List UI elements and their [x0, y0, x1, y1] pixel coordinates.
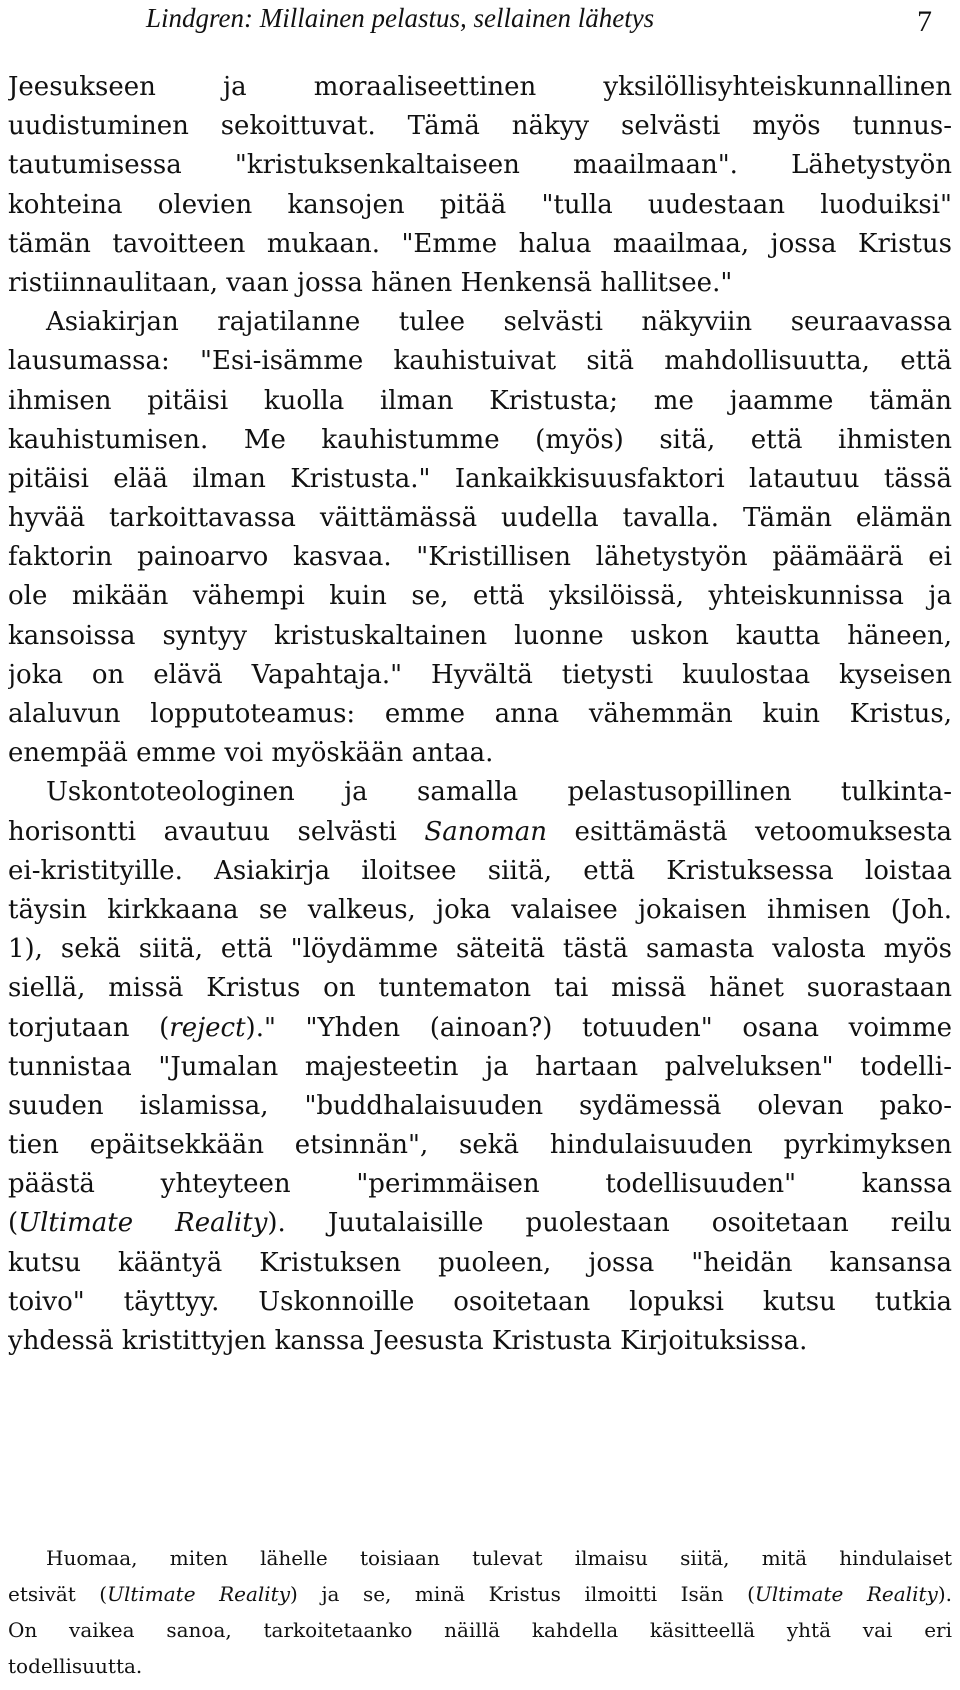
body-line: kohteina olevien kansojen pitää "tulla uudestaan luoduiksi" [8, 189, 952, 220]
body-line: kauhistumisen. Me kauhistumme (myös) sitä, että ihmisten [8, 424, 952, 455]
body-line: toivo" täyttyy. Uskonnoille osoitetaan lopuksi kutsu tutkia [8, 1286, 952, 1317]
body-line [8, 1204, 952, 1243]
line-segment: horisontti avautuu selvästi [8, 816, 425, 847]
line-segment: esittämästä vetoomuksesta [547, 816, 952, 847]
body-line: joka on elävä Vapahtaja." Hyvältä tietysti kuulostaa kyseisen [8, 659, 952, 690]
body-line: ei-kristityille. Asiakirja iloitsee siitä, että Kristuksessa loistaa [8, 855, 952, 886]
body-line: alaluvun lopputoteamus: emme anna vähemmän kuin Kristus, [8, 699, 952, 729]
line-segment: torjutaan ( [8, 1012, 170, 1043]
line-segment: ) ja se, minä Kristus ilmoitti Isän ( [290, 1582, 755, 1606]
italic-title: Sanoman [424, 816, 548, 847]
body-text [8, 68, 952, 1361]
body-line: faktorin painoarvo kasvaa. "Kristillisen lähetystyön päämäärä ei [8, 542, 952, 573]
body-line: päästä yhteyteen "perimmäisen todellisuuden" kanssa [8, 1169, 952, 1200]
body-line [8, 1009, 952, 1048]
body-line: yhdessä kristittyjen kanssa Jeesusta Kristusta Kirjoituksissa. [8, 1326, 808, 1356]
line-segment: )." "Yhden (ainoan?) totuuden" osana voimme [245, 1012, 952, 1043]
footnote [8, 1540, 952, 1684]
body-line: täysin kirkkaana se valkeus, joka valaisee jokaisen ihmisen (Joh. [8, 894, 952, 925]
body-line: Jeesukseen ja moraaliseettinen yksilöllisyhteiskunnallinen [8, 72, 952, 102]
body-line: lausumassa: "Esi-isämme kauhistuivat sitä mahdollisuutta, että [8, 346, 952, 377]
body-line: tien epäitsekkään etsinnän", sekä hindulaisuuden pyrkimyksen [8, 1130, 952, 1161]
body-line: tunnistaa "Jumalan majesteetin ja hartaan palveluksen" todelli- [8, 1051, 952, 1082]
body-line: enempää emme voi myöskään antaa. [8, 738, 494, 769]
footnote-line: On vaikea sanoa, tarkoitetaanko näillä kahdella käsitteellä yhtä vai eri [8, 1618, 952, 1642]
body-line: uudistuminen sekoittuvat. Tämä näkyy selvästi myös tunnus- [8, 111, 952, 142]
body-line: siellä, missä Kristus on tuntematon tai missä hänet suorastaan [8, 973, 952, 1004]
body-line: kansoissa syntyy kristuskaltainen luonne uskon kautta häneen, [8, 620, 952, 651]
line-segment: ). [937, 1582, 952, 1606]
line-segment: ). Juutalaisille puolestaan osoitetaan reilu [267, 1208, 952, 1239]
body-line: tautumisessa "kristuksenkaltaiseen maailmaan". Lähetystyön [8, 150, 952, 181]
italic-term: reject [169, 1012, 246, 1043]
body-line: ihmisen pitäisi kuolla ilman Kristusta; me jaamme tämän [8, 385, 952, 416]
italic-term: Ultimate Reality [107, 1582, 291, 1606]
body-line: tämän tavoitteen mukaan. "Emme halua maailmaa, jossa Kristus [8, 228, 952, 259]
footnote-line: todellisuutta. [8, 1654, 143, 1678]
body-line: 1), sekä siitä, että "löydämme säteitä tästä samasta valosta myös [8, 934, 952, 965]
line-segment: ( [8, 1208, 19, 1239]
body-line: ristiinnaulitaan, vaan jossa hänen Henkensä hallitsee." [8, 267, 733, 298]
body-line: hyvää tarkoittavassa väittämässä uudella tavalla. Tämän elämän [8, 503, 952, 534]
page-number: 7 [917, 5, 932, 38]
body-line: pitäisi elää ilman Kristusta." Iankaikkisuusfaktori latautuu tässä [8, 463, 952, 494]
footnote-line [8, 1576, 952, 1612]
body-line: Asiakirjan rajatilanne tulee selvästi näkyviin seuraavassa [46, 307, 952, 338]
italic-term: Ultimate Reality [18, 1208, 268, 1239]
italic-term: Ultimate Reality [754, 1582, 938, 1606]
body-line: suuden islamissa, "buddhalaisuuden sydämessä olevan pako- [8, 1090, 952, 1121]
body-line [8, 813, 952, 852]
line-segment: etsivät ( [8, 1582, 108, 1606]
running-title: Lindgren: Millainen pelastus, sellainen lähetys [146, 3, 655, 33]
body-line: kutsu kääntyä Kristuksen puoleen, jossa "heidän kansansa [8, 1247, 952, 1278]
footnote-line: Huomaa, miten lähelle toisiaan tulevat ilmaisu siitä, mitä hindulaiset [46, 1546, 952, 1570]
body-line: ole mikään vähempi kuin se, että yksilöissä, yhteiskunnissa ja [8, 581, 952, 612]
body-line: Uskontoteologinen ja samalla pelastusopillinen tulkinta- [46, 777, 952, 808]
page-header [0, 0, 960, 40]
